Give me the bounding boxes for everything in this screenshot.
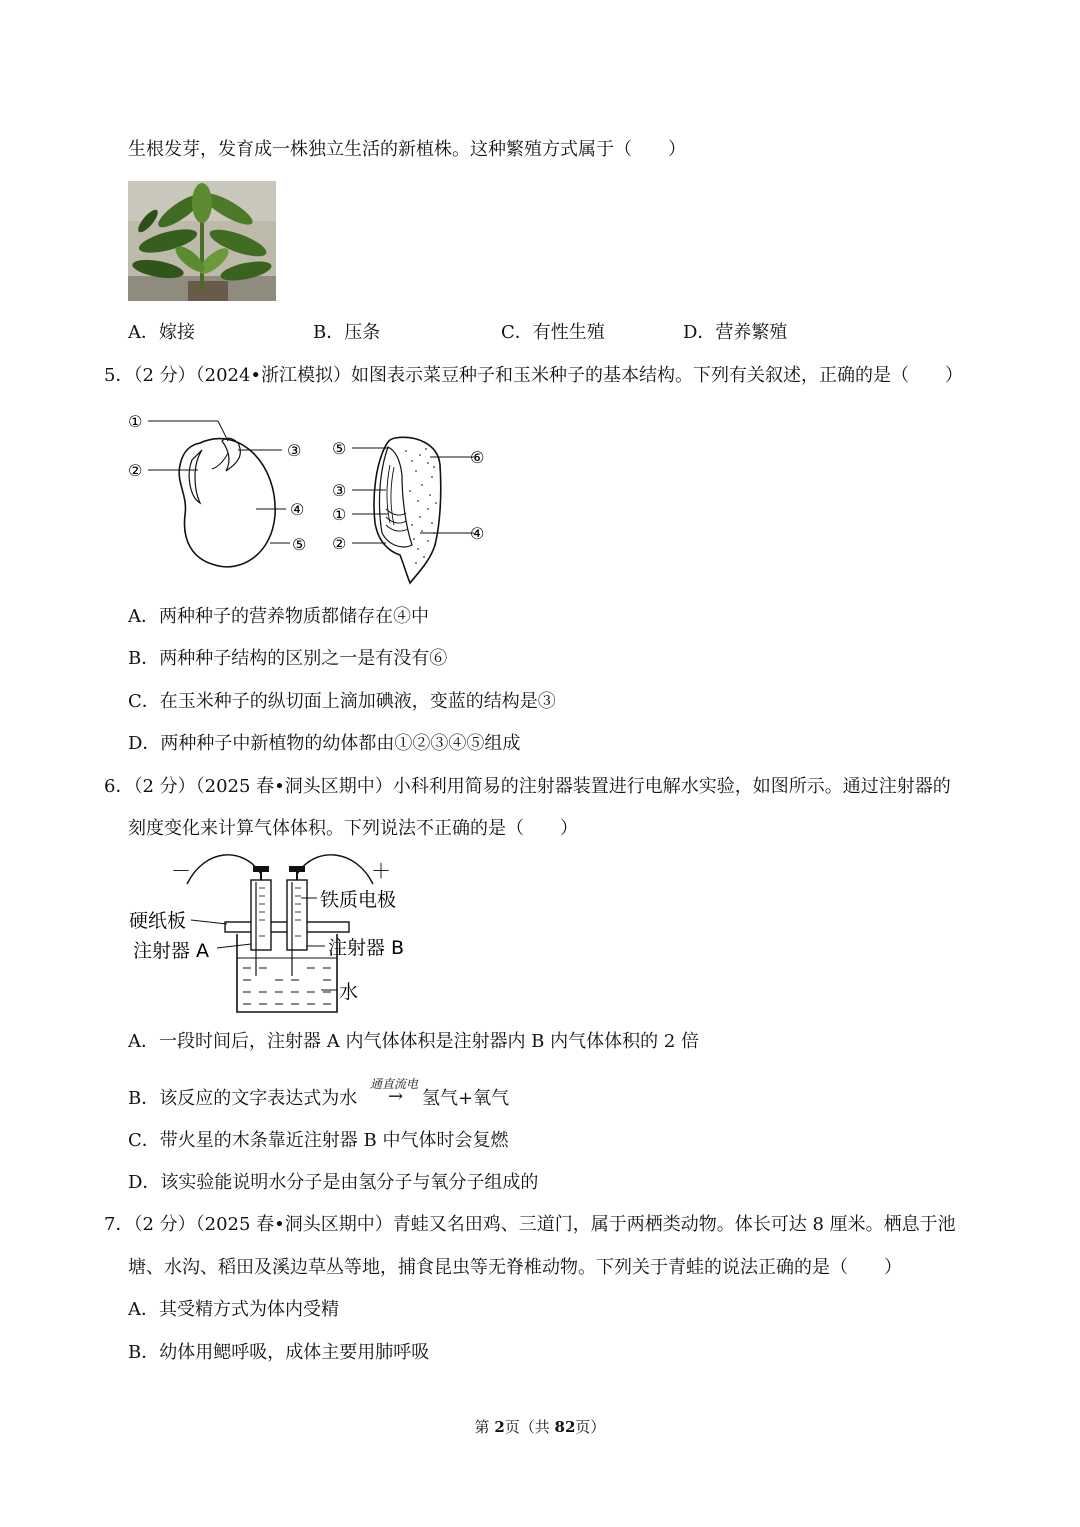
corn-label-2: ② xyxy=(332,534,347,553)
cardboard-label: 硬纸板 xyxy=(129,910,187,932)
q5-option-a[interactable]: A．两种种子的营养物质都储存在④中 xyxy=(128,606,429,627)
q5-stem: 5．（2 分）（2024•浙江模拟）如图表示菜豆种子和玉米种子的基本结构。下列有关叙述，正确的是（ ） xyxy=(104,365,964,386)
plant-illustration xyxy=(128,181,276,301)
footer-prefix: 第 xyxy=(474,1418,495,1436)
q6-option-b-condition: 通直流电 xyxy=(370,1077,419,1091)
q4-option-c[interactable]: C．有性生殖 xyxy=(501,322,605,343)
q5-option-d[interactable]: D．两种种子中新植物的幼体都由①②③④⑤组成 xyxy=(128,733,521,754)
q4-option-a[interactable]: A．嫁接 xyxy=(128,322,195,343)
footer-suffix: 页） xyxy=(575,1418,606,1436)
corn-label-3: ③ xyxy=(332,481,347,500)
seed-structure-diagram xyxy=(120,405,500,590)
syringe-b-label: 注射器 B xyxy=(328,937,405,959)
q6-option-b-suffix: 氢气+氧气 xyxy=(422,1088,510,1109)
page-footer xyxy=(0,1416,1080,1437)
corn-label-4: ④ xyxy=(470,524,485,543)
corn-label-1: ① xyxy=(332,505,347,524)
q7-option-b[interactable]: B．幼体用鳃呼吸，成体主要用肺呼吸 xyxy=(128,1342,430,1363)
q6-option-c[interactable]: C．带火星的木条靠近注射器 B 中气体时会复燃 xyxy=(128,1130,509,1151)
corn-seed xyxy=(332,437,484,583)
footer-middle: 页（共 xyxy=(504,1418,555,1436)
electrolysis-diagram xyxy=(125,852,425,1020)
footer-page-number: 2 xyxy=(494,1418,505,1436)
q7-stem-line2: 塘、水沟、稻田及溪边草丛等地，捕食昆虫等无脊椎动物。下列关于青蛙的说法正确的是（ ） xyxy=(128,1257,902,1278)
syringe-a-label: 注射器 A xyxy=(133,940,210,962)
q6-stem-line1: 6．（2 分）（2025 春•洞头区期中）小科利用简易的注射器装置进行电解水实验，如图所示。通过注射器的 xyxy=(104,776,951,797)
q4-stem-continuation: 生根发芽，发育成一株独立生活的新植株。这种繁殖方式属于（ ） xyxy=(128,139,686,160)
bean-label-2: ② xyxy=(128,461,143,480)
electrode-label: 铁质电极 xyxy=(320,889,397,911)
positive-sign: ＋ xyxy=(371,859,391,883)
corn-label-6: ⑥ xyxy=(470,448,485,467)
q6-option-a[interactable]: A．一段时间后，注射器 A 内气体体积是注射器内 B 内气体体积的 2 倍 xyxy=(128,1031,700,1052)
reaction-arrow: → xyxy=(388,1086,404,1107)
plant-photo xyxy=(128,181,276,301)
q4-options xyxy=(128,320,948,346)
bean-label-1: ① xyxy=(128,412,143,431)
bean-label-4: ④ xyxy=(290,500,305,519)
bean-label-3: ③ xyxy=(287,441,302,460)
bean-label-5: ⑤ xyxy=(292,535,307,554)
q7-option-a[interactable]: A．其受精方式为体内受精 xyxy=(128,1299,339,1320)
q7-stem-line1: 7．（2 分）（2025 春•洞头区期中）青蛙又名田鸡、三道门，属于两栖类动物。体长可达 8 厘米。栖息于池 xyxy=(104,1214,956,1235)
q5-option-b[interactable]: B．两种种子结构的区别之一是有没有⑥ xyxy=(128,648,448,669)
q6-option-b-prefix[interactable]: B．该反应的文字表达式为水 xyxy=(128,1088,358,1109)
negative-sign: － xyxy=(171,859,191,883)
q4-option-b[interactable]: B．压条 xyxy=(313,322,381,343)
q4-option-d[interactable]: D．营养繁殖 xyxy=(683,322,788,343)
q6-stem-line2: 刻度变化来计算气体体积。下列说法不正确的是（ ） xyxy=(128,818,578,839)
q6-option-d[interactable]: D．该实验能说明水分子是由氢分子与氧分子组成的 xyxy=(128,1172,539,1193)
q5-option-c[interactable]: C．在玉米种子的纵切面上滴加碘液，变蓝的结构是③ xyxy=(128,691,556,712)
corn-label-5: ⑤ xyxy=(332,439,347,458)
bean-seed xyxy=(128,412,306,567)
footer-total-pages: 82 xyxy=(554,1418,576,1436)
water-label: 水 xyxy=(339,981,359,1003)
